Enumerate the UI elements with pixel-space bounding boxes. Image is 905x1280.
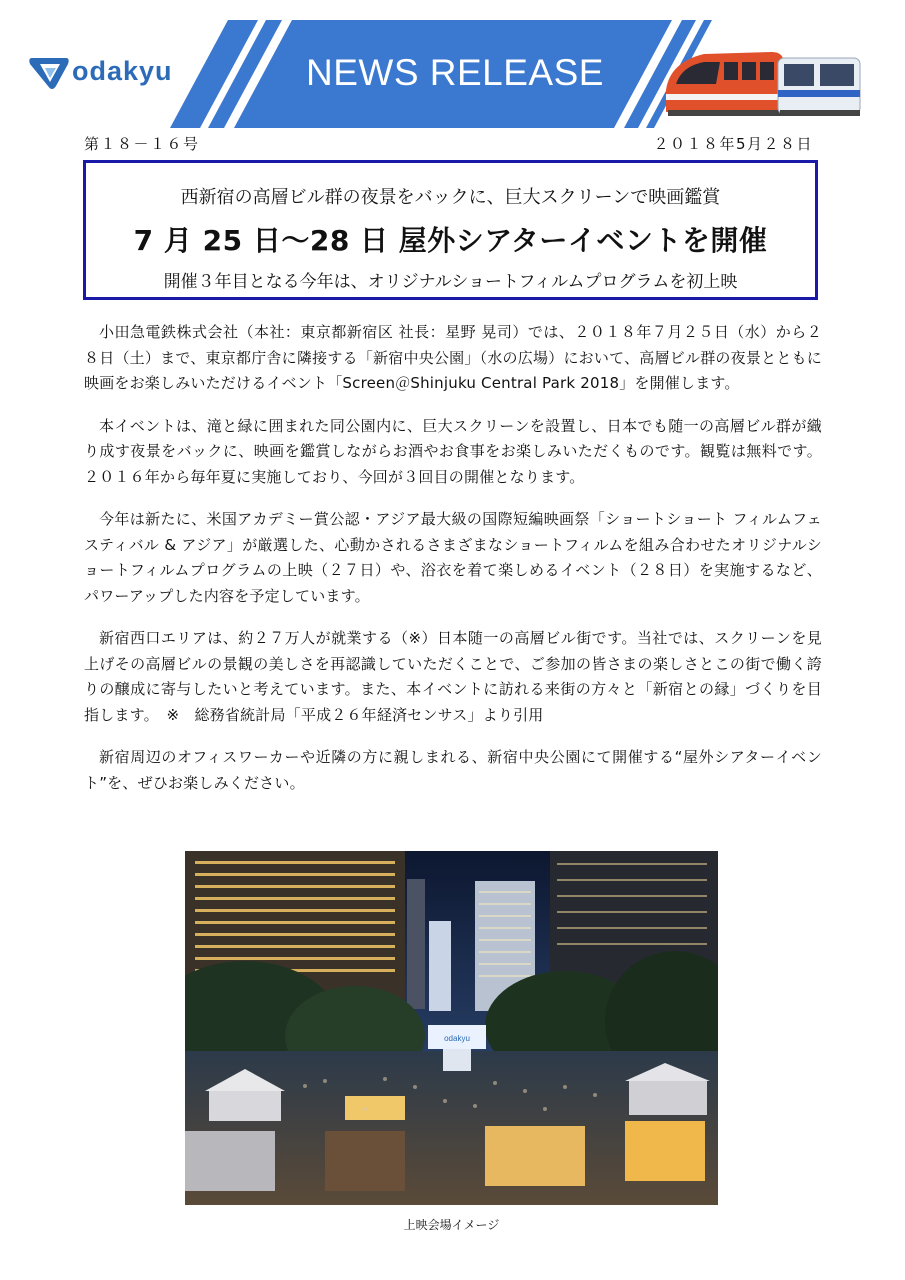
article-body xyxy=(84,320,822,813)
venue-photo xyxy=(185,851,718,1205)
headline-title: 7 月 25 日～28 日 屋外シアターイベントを開催 xyxy=(133,224,768,257)
paragraph: 新宿西口エリアは、約２７万人が就業する（※）日本随一の高層ビル街です。当社では、スクリーンを見上げその高層ビルの景観の美しさを再認識していただくことで、ご参加の皆さまの楽しさとこの街で働く誇りの醸成に寄与したいと考えています。また、本イベントに訪れる来街の方々と「新宿との縁」づくりを目指します。 ※ 総務省統計局「平成２６年経済センサス」より引用 xyxy=(84,629,822,724)
release-date: ２０１８年5月２８日 xyxy=(653,135,813,153)
headline-box xyxy=(83,160,818,300)
page-header xyxy=(0,0,905,135)
banner-title: NEWS RELEASE xyxy=(306,52,604,93)
headline-tagline: 開催３年目となる今年は、オリジナルショートフィルムプログラムを初上映 xyxy=(163,272,738,292)
screen-logo: odakyu xyxy=(444,1034,470,1043)
photo-caption: 上映会場イメージ xyxy=(403,1218,500,1232)
paragraph: 新宿周辺のオフィスワーカーや近隣の方に親しまれる、新宿中央公園にて開催する“屋外シアターイベント”を、ぜひお楽しみください。 xyxy=(84,748,822,792)
train-illustration xyxy=(660,40,865,120)
night-park-scene xyxy=(185,851,718,1205)
paragraph: 本イベントは、滝と緑に囲まれた同公園内に、巨大スクリーンを設置し、日本でも随一の高層ビル群が織り成す夜景をバックに、映画を鑑賞しながらお酒やお食事をお楽しみいただくものです。観覧は無料です。２０１６年から毎年夏に実施しており、今回が３回目の開催となります。 xyxy=(84,416,822,486)
headline-subtitle: 西新宿の高層ビル群の夜景をバックに、巨大スクリーンで映画鑑賞 xyxy=(180,187,721,208)
issue-number: 第１８－１６号 xyxy=(84,135,200,153)
paragraph: 今年は新たに、米国アカデミー賞公認・アジア最大級の国際短編映画祭「ショートショート フィルムフェスティバル & アジア」が厳選した、心動かされるさまざまなショートフィルムを組み合わせたオリジナルショートフィルムプログラムの上映（２７日）や、浴衣を着て楽しめるイベント（２８日）を実施するなど、パワーアップした内容を予定しています。 xyxy=(84,510,822,605)
paragraph: 小田急電鉄株式会社（本社：東京都新宿区 社長：星野 晃司）では、２０１８年７月２５日（水）から２８日（土）まで、東京都庁舎に隣接する「新宿中央公園」（水の広場）において、高層ビル群の夜景とともに映画をお楽しみいただけるイベント「Screen＠Shinjuku Central Park 2018」を開催します。 xyxy=(84,323,822,392)
brand-name: odakyu xyxy=(72,56,173,86)
